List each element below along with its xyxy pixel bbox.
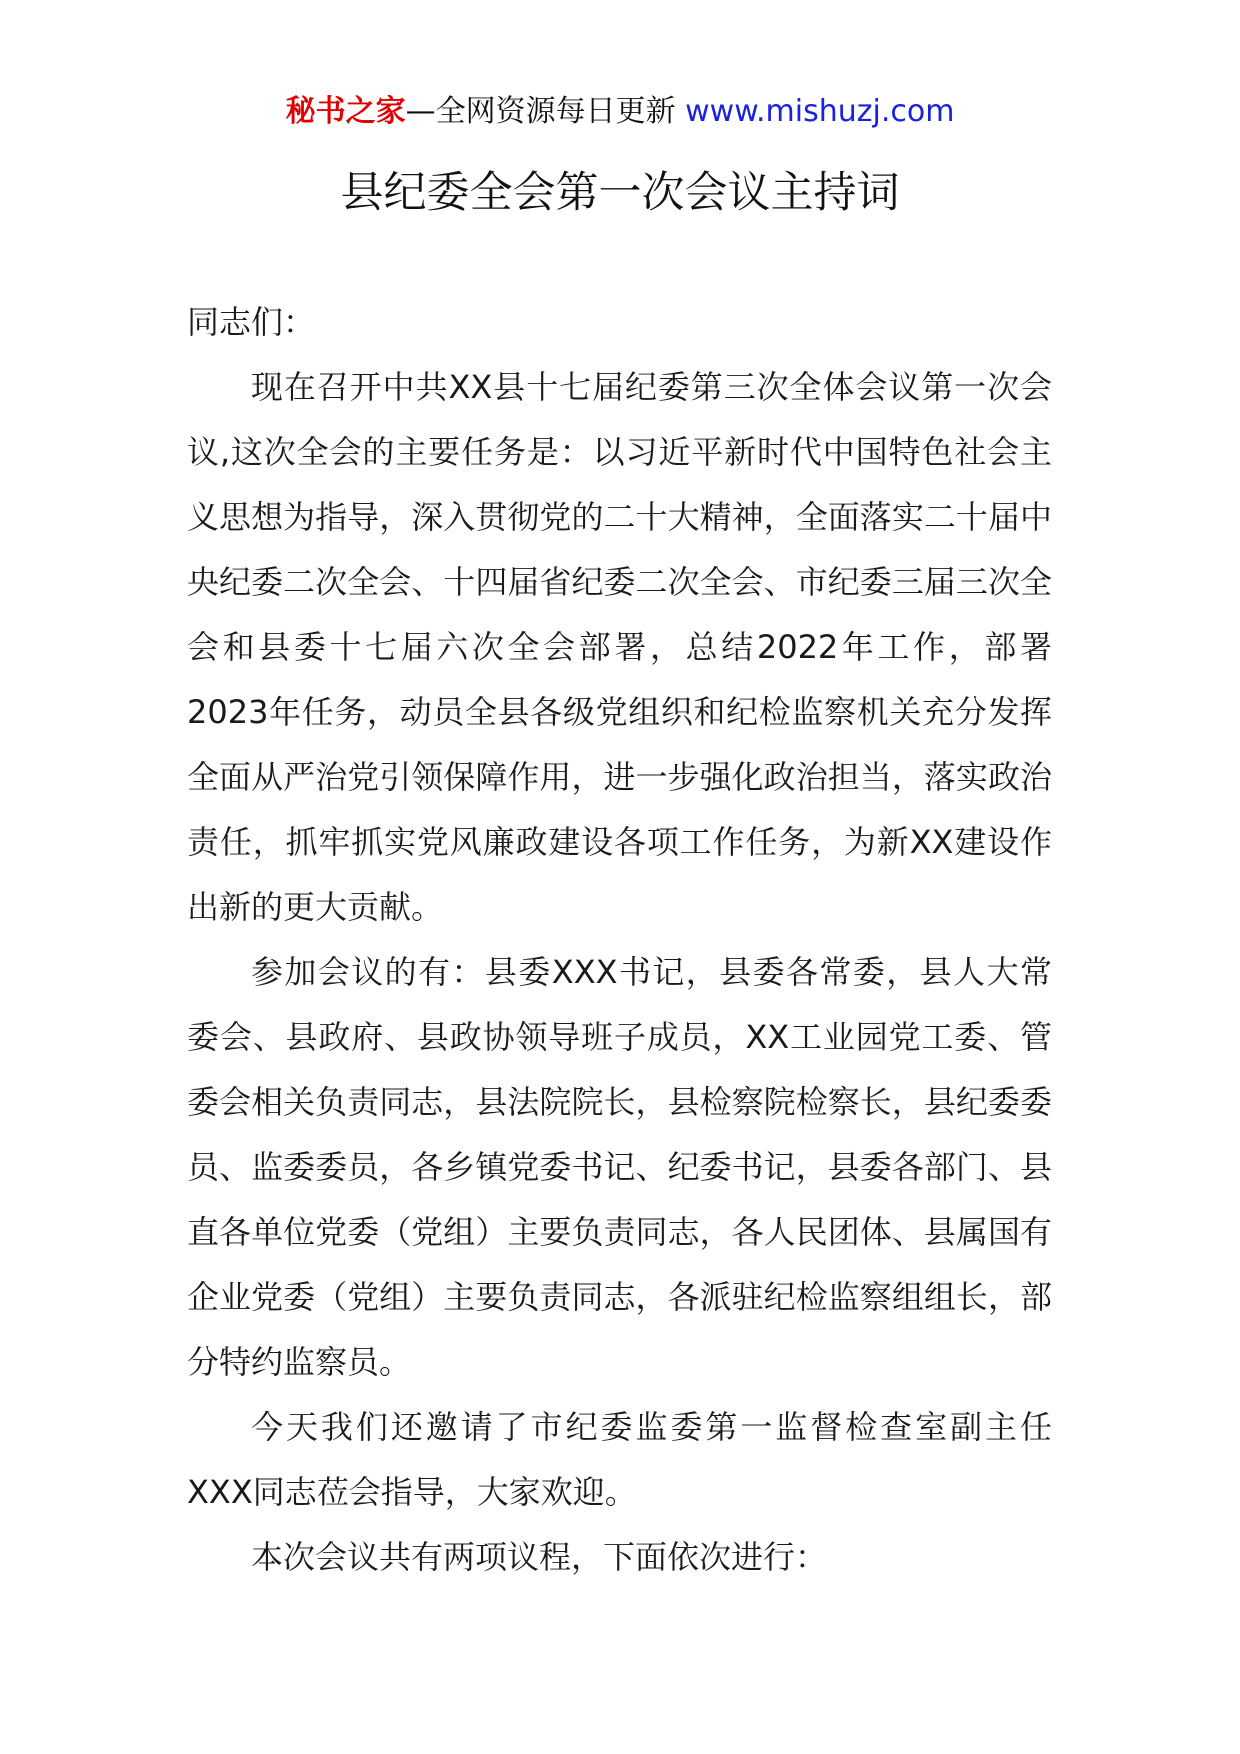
header-slogan: —全网资源每日更新: [405, 94, 676, 129]
salutation: 同志们：: [187, 303, 316, 341]
paragraph-attendees: 参加会议的有：县委XXX书记，县委各常委，县人大常委会、县政府、县政协领导班子成员，XX工业园党工委、管委会相关负责同志，县法院院长，县检察院检察长，县纪委委员、监委委员，各乡镇党委书记、纪委书记，县委各部门、县直各单位党委（党组）主要负责同志，各人民团体、县属国有企业党委（党组）主要负责同志，各派驻纪检监察组组长，部分特约监察员。: [187, 953, 1052, 1381]
brand-name: 秘书之家: [285, 94, 406, 129]
paragraph-opening: 现在召开中共XX县十七届纪委第三次全体会议第一次会议,这次全会的主要任务是：以习近平新时代中国特色社会主义思想为指导，深入贯彻党的二十大精神，全面落实二十届中央纪委二次全会、十四届省纪委二次全会、市纪委三届三次全会和县委十七届六次全会部署，总结2022年工作，部署2023年任务，动员全县各级党组织和纪检监察机关充分发挥全面从严治党引领保障作用，进一步强化政治担当，落实政治责任，抓牢抓实党风廉政建设各项工作任务，为新XX建设作出新的更大贡献。: [187, 368, 1052, 926]
document-title: 县纪委全会第一次会议主持词: [340, 168, 900, 218]
site-header: [0, 92, 1240, 132]
paragraph-guest: 今天我们还邀请了市纪委监委第一监督检查室副主任XXX同志莅会指导，大家欢迎。: [187, 1408, 1052, 1511]
paragraph-agenda: 本次会议共有两项议程，下面依次进行：: [251, 1538, 828, 1576]
site-url-link[interactable]: www.mishuzj.com: [685, 94, 955, 129]
document-body: [187, 290, 1052, 1590]
